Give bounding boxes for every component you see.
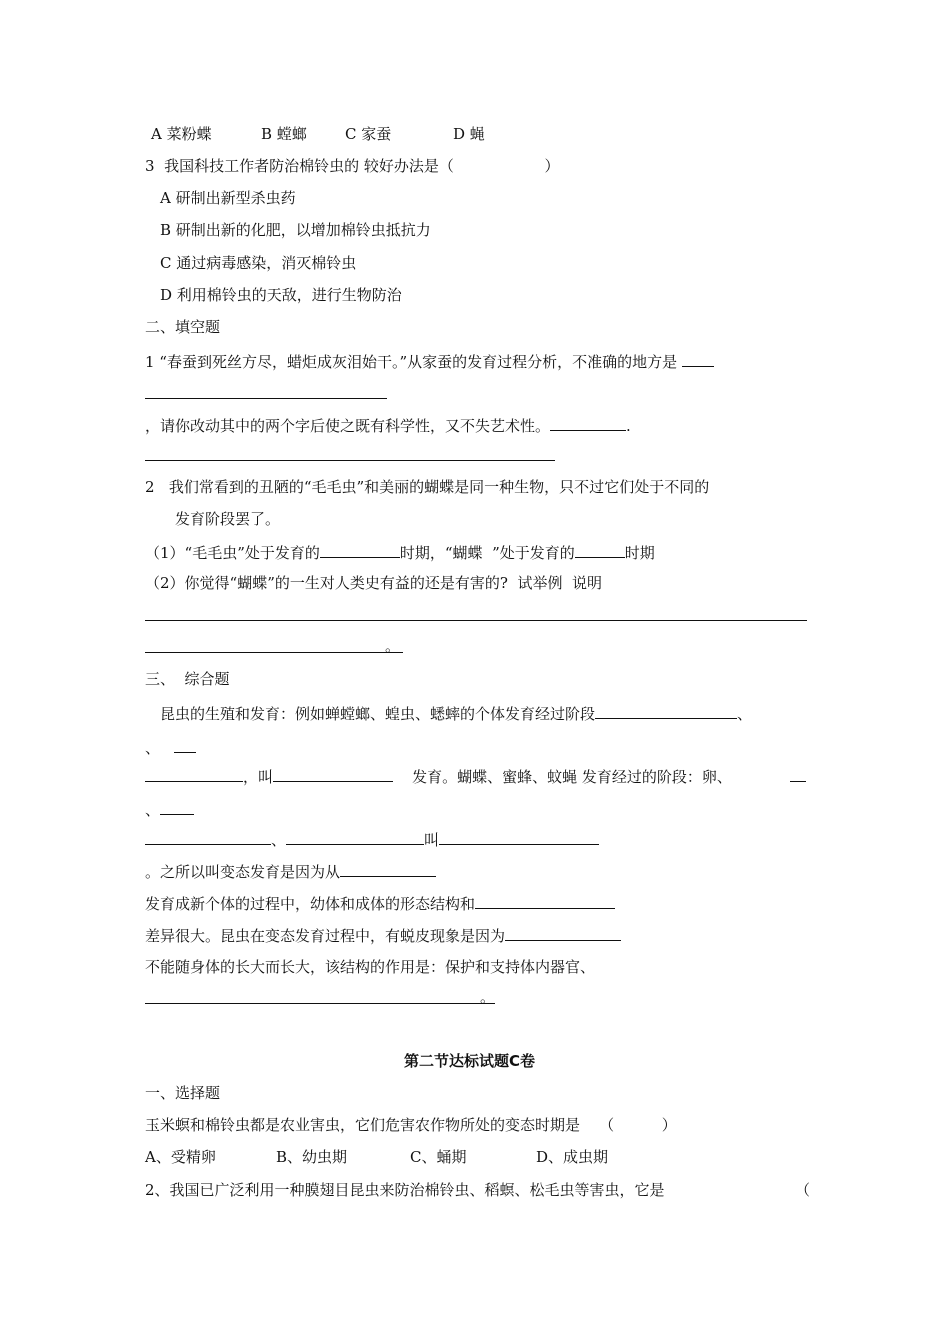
comp-line8: 差异很大。昆虫在变态发育过程中，有蜕皮现象是因为 xyxy=(145,924,621,946)
answer-blank[interactable] xyxy=(145,765,243,782)
answer-blank[interactable] xyxy=(550,414,626,431)
comp-line1: 昆虫的生殖和发育：例如蝉螳螂、蝗虫、蟋蟀的个体发育经过阶段 、 xyxy=(160,702,752,724)
fill-q2-end: 。 xyxy=(385,637,401,655)
q3-option-d: D 利用棉铃虫的天敌，进行生物防治 xyxy=(160,286,402,304)
comp-line4: 、 xyxy=(145,798,194,820)
answer-blank[interactable] xyxy=(320,541,400,558)
comp-line9: 不能随身体的长大而长大，该结构的作用是：保护和支持体内器官、 xyxy=(145,958,596,976)
comp-heading: 三、 综合题 xyxy=(145,670,230,688)
section-c-q1-option-a: A、受精卵 xyxy=(145,1148,216,1166)
fill-q2-sub2: （2）你觉得“蝴蝶”的一生对人类史有益的还是有害的? 试举例 说明 xyxy=(145,574,602,592)
fill-q2-line1: 2 我们常看到的丑陋的“毛毛虫”和美丽的蝴蝶是同一种生物，只不过它们处于不同的 xyxy=(145,478,710,496)
section-c-q1-option-d: D、成虫期 xyxy=(536,1148,609,1166)
comp-line6: 。之所以叫变态发育是因为从 xyxy=(145,860,436,882)
answer-line[interactable] xyxy=(790,781,806,782)
answer-blank[interactable] xyxy=(439,828,599,845)
section-c-title: 第二节达标试题C卷 xyxy=(404,1052,536,1070)
comp-line7: 发育成新个体的过程中，幼体和成体的形态结构和 xyxy=(145,892,615,914)
answer-blank[interactable] xyxy=(174,736,196,753)
answer-blank[interactable] xyxy=(160,798,194,815)
answer-blank[interactable] xyxy=(286,828,424,845)
answer-line[interactable] xyxy=(145,620,807,621)
answer-line[interactable] xyxy=(145,652,403,653)
section-c-heading: 一、选择题 xyxy=(145,1084,221,1102)
answer-blank[interactable] xyxy=(505,924,621,941)
comp-line2: 、 xyxy=(145,736,196,758)
option-b: B 螳螂 xyxy=(261,125,307,143)
answer-blank[interactable] xyxy=(475,892,615,909)
answer-line[interactable] xyxy=(145,460,555,461)
answer-blank[interactable] xyxy=(273,765,393,782)
section-c-q2: 2、我国已广泛利用一种膜翅目昆虫来防治棉铃虫、稻螟、松毛虫等害虫，它是 xyxy=(145,1181,665,1199)
fill-q1-line2: ，请你改动其中的两个字后使之既有科学性，又不失艺术性。 . xyxy=(145,414,631,436)
q3-stem: 3 我国科技工作者防治棉铃虫的 较好办法是（ ） xyxy=(145,157,560,175)
option-d: D 蝇 xyxy=(453,125,485,143)
answer-blank[interactable] xyxy=(575,541,625,558)
comp-line10-end: 。 xyxy=(480,988,496,1006)
answer-blank[interactable] xyxy=(595,702,737,719)
fill-heading: 二、填空题 xyxy=(145,318,221,336)
option-c: C 家蚕 xyxy=(345,125,392,143)
fill-q2-line2: 发育阶段罢了。 xyxy=(175,510,281,528)
fill-q1-line1: 1 “春蚕到死丝方尽，蜡炬成灰泪始干。”从家蚕的发育过程分析，不准确的地方是 xyxy=(145,350,714,372)
comp-line3: ，叫 发育。蝴蝶、蜜蜂、蚊蝇 发育经过的阶段：卵、 xyxy=(145,765,732,787)
q3-option-b: B 研制出新的化肥，以增加棉铃虫抵抗力 xyxy=(160,221,431,239)
q3-option-a: A 研制出新型杀虫药 xyxy=(160,189,296,207)
option-a: A 菜粉蝶 xyxy=(151,125,212,143)
answer-blank[interactable] xyxy=(340,860,436,877)
answer-line[interactable] xyxy=(145,1003,495,1004)
answer-line[interactable] xyxy=(145,398,387,399)
section-c-q1-option-b: B、幼虫期 xyxy=(276,1148,348,1166)
q3-option-c: C 通过病毒感染，消灭棉铃虫 xyxy=(160,254,357,272)
answer-blank[interactable] xyxy=(145,828,271,845)
section-c-q1: 玉米螟和棉铃虫都是农业害虫，它们危害农作物所处的变态时期是 （ ） xyxy=(145,1116,677,1134)
section-c-q1-option-c: C、蛹期 xyxy=(410,1148,467,1166)
section-c-q2-paren: （ xyxy=(795,1181,811,1199)
fill-q2-sub1: （1）“毛毛虫”处于发育的 时期，“蝴蝶 ”处于发育的 时期 xyxy=(145,541,655,563)
comp-line5: 、 叫 xyxy=(145,828,599,850)
answer-blank[interactable] xyxy=(682,350,714,367)
